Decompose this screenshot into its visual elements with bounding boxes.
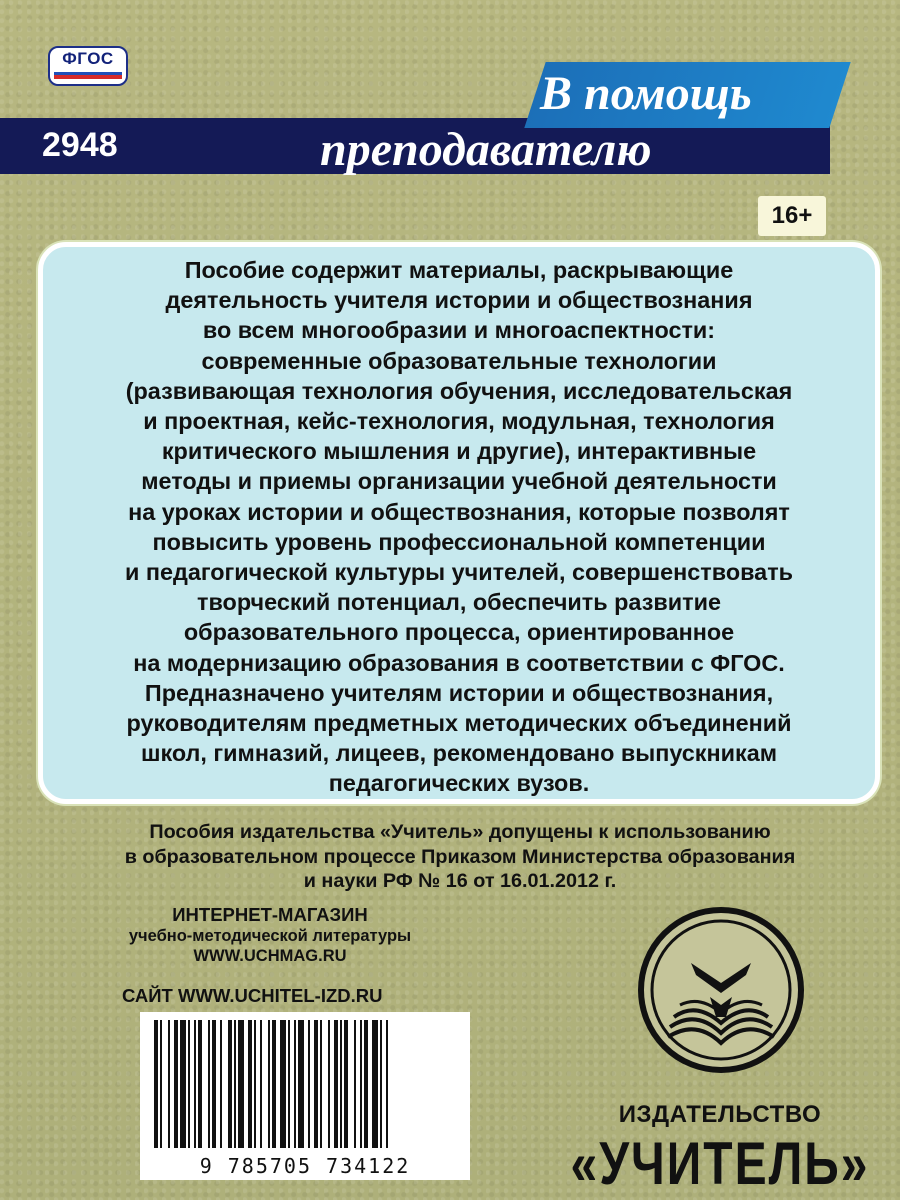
barcode-bar (364, 1020, 368, 1148)
barcode-bar (260, 1020, 262, 1148)
barcode-bar (220, 1020, 222, 1148)
approval-line: в образовательном процессе Приказом Министерства образования (124, 845, 796, 868)
publisher-logo-icon (636, 905, 806, 1075)
barcode-bar (234, 1020, 236, 1148)
publisher-site: САЙТ WWW.UCHITEL-IZD.RU (122, 985, 383, 1006)
barcode-bar (212, 1020, 216, 1148)
barcode-bar (340, 1020, 342, 1148)
approval-line: и науки РФ № 16 от 16.01.2012 г. (303, 870, 617, 892)
description-line: творческий потенциал, обеспечить развитие (197, 589, 721, 616)
shop-url: WWW.UCHMAG.RU (193, 947, 347, 965)
description-line: Пособие содержит материалы, раскрывающие (184, 257, 734, 283)
description-line: и проектная, кейс-технология, модульная, технология (143, 408, 775, 435)
description-text (63, 255, 855, 799)
barcode-bar (208, 1020, 210, 1148)
barcode-bar (328, 1020, 330, 1148)
barcode-bar (344, 1020, 348, 1148)
barcode-bar (254, 1020, 256, 1148)
barcode-bar (298, 1020, 304, 1148)
barcode-bar (386, 1020, 388, 1148)
description-line: на модернизацию образования в соответствии с ФГОС. (133, 649, 785, 676)
barcode-bar (238, 1020, 244, 1148)
russian-flag-icon (54, 68, 122, 79)
description-line: на уроках истории и обществознания, которые позволят (128, 498, 790, 525)
description-line: школ, гимназий, лицеев, рекомендовано выпускникам (140, 740, 778, 767)
shop-subtitle: учебно-методической литературы (128, 927, 412, 945)
description-line: образовательного процесса, ориентированное (183, 619, 735, 646)
approval-line: Пособия издательства «Учитель» допущены к использованию (149, 821, 771, 843)
barcode-bar (168, 1020, 170, 1148)
barcode-bar (194, 1020, 196, 1148)
description-line: деятельность учителя истории и обществознания (165, 287, 753, 314)
barcode-bar (198, 1020, 202, 1148)
barcode-bar (380, 1020, 382, 1148)
description-line: (развивающая технология обучения, исследовательская (125, 377, 793, 404)
fgos-badge-text: ФГОС (62, 49, 114, 68)
barcode-bar (354, 1020, 356, 1148)
barcode-bar (294, 1020, 296, 1148)
series-title-line2: преподавателю (320, 123, 652, 176)
publisher-label: ИЗДАТЕЛЬСТВО (618, 1101, 822, 1128)
barcode-bar (308, 1020, 310, 1148)
barcode-bar (320, 1020, 322, 1148)
barcode-bar (160, 1020, 162, 1148)
description-line: методы и приемы организации учебной деятельности (141, 468, 777, 495)
publisher-name: «УЧИТЕЛЬ» (570, 1131, 870, 1198)
barcode (140, 1012, 470, 1180)
barcode-bar (180, 1020, 186, 1148)
barcode-bar (334, 1020, 338, 1148)
barcode-bar (280, 1020, 286, 1148)
barcode-bar (272, 1020, 276, 1148)
age-rating-badge: 16+ (758, 196, 826, 236)
description-line: критического мышления и другие), интерактивные (161, 438, 757, 465)
barcode-bars (154, 1020, 456, 1148)
description-line: и педагогической культуры учителей, совершенствовать (124, 559, 794, 586)
barcode-bar (248, 1020, 252, 1148)
series-title-line1: В помощь (540, 67, 752, 120)
fgos-badge (48, 46, 128, 86)
barcode-bar (154, 1020, 158, 1148)
series-number: 2948 (42, 126, 118, 164)
approval-notice (40, 820, 880, 894)
barcode-bar (268, 1020, 270, 1148)
barcode-bar (174, 1020, 178, 1148)
description-line: руководителям предметных методических объединений (126, 710, 792, 737)
description-panel (38, 242, 880, 804)
description-line: повысить уровень профессиональной компетенции (152, 528, 766, 555)
barcode-bar (228, 1020, 232, 1148)
description-line: во всем многообразии и многоаспектности: (202, 317, 716, 344)
barcode-bar (188, 1020, 190, 1148)
barcode-isbn: 9 785705 734122 (199, 1154, 411, 1178)
barcode-bar (360, 1020, 362, 1148)
online-shop-block (80, 904, 460, 966)
barcode-bar (288, 1020, 290, 1148)
shop-title: ИНТЕРНЕТ-МАГАЗИН (172, 904, 368, 925)
description-line: современные образовательные технологии (201, 347, 717, 374)
barcode-bar (372, 1020, 378, 1148)
description-line: педагогических вузов. (328, 770, 590, 797)
description-line: Предназначено учителям истории и обществознания, (144, 679, 774, 706)
barcode-bar (314, 1020, 318, 1148)
